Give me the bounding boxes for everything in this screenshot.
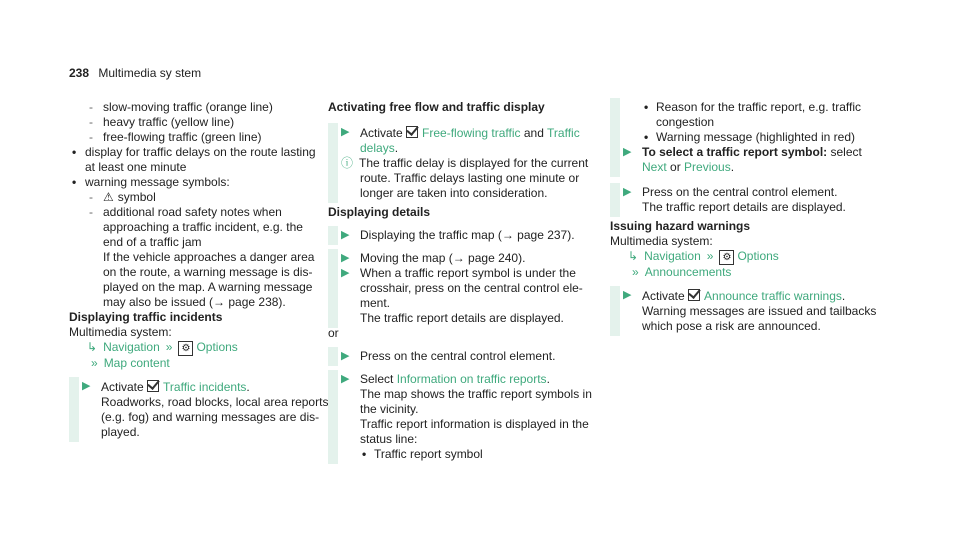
list-item: • Reason for the traffic report, e.g. traffic bbox=[644, 100, 861, 114]
step-arrow-icon: ▶ bbox=[341, 252, 350, 264]
instruction-step: ▶ Activate Traffic incidents. Roadworks, road blocks, local area reports (e.g. fog) and warning messages are dis- played. bbox=[69, 379, 324, 440]
section-title: Multimedia sy stem bbox=[98, 66, 202, 80]
instruction-step: ▶ When a traffic report symbol is under the crosshair, press on the central control ele- ment. The traffic report details are displayed. bbox=[328, 266, 583, 326]
instruction-step: • Reason for the traffic report, e.g. traffic congestion • Warning message (highlighted in red) bbox=[610, 100, 865, 145]
path-label: Multimedia system: bbox=[69, 325, 172, 339]
or-label: or bbox=[328, 326, 339, 340]
step-arrow-icon: ▶ bbox=[623, 289, 632, 301]
menu-next[interactable]: Next bbox=[642, 160, 667, 174]
menu-navigation[interactable]: Navigation bbox=[103, 340, 160, 354]
menu-options[interactable]: Options bbox=[196, 340, 238, 354]
chevron-right-icon: » bbox=[632, 265, 639, 279]
instruction-step: ▶ To select a traffic report symbol: select Next or Previous. bbox=[610, 145, 865, 175]
menu-navigation[interactable]: Navigation bbox=[644, 249, 701, 263]
path-label: Multimedia system: bbox=[610, 234, 713, 248]
instruction-step: ▶ Press on the central control element. The traffic report details are displayed. bbox=[610, 185, 865, 215]
step-arrow-icon: ▶ bbox=[341, 126, 350, 138]
menu-previous[interactable]: Previous bbox=[684, 160, 731, 174]
path-arrow-icon: ↳ bbox=[87, 340, 98, 354]
step-arrow-icon: ▶ bbox=[623, 186, 632, 198]
instruction-step: ▶ Select Information on traffic reports. The map shows the traffic report symbols in the vicinity. Traffic report information is displayed in the status line: • Traffic report symbol bbox=[328, 372, 583, 462]
section-heading: Activating free flow and traffic display bbox=[328, 100, 545, 114]
menu-traffic-incidents[interactable]: Traffic incidents bbox=[163, 380, 247, 394]
chevron-right-icon: » bbox=[91, 356, 98, 370]
column-3 bbox=[610, 100, 877, 334]
column-2 bbox=[328, 100, 592, 462]
menu-free-flowing-traffic[interactable]: Free-flowing traffic bbox=[422, 126, 521, 140]
menu-announcements[interactable]: Announcements bbox=[644, 265, 732, 279]
path-arrow-icon: ↳ bbox=[628, 249, 639, 263]
page-header bbox=[69, 66, 201, 81]
menu-map-content[interactable]: Map content bbox=[103, 356, 170, 370]
section-heading: Displaying traffic incidents bbox=[69, 310, 223, 324]
list-item: • display for traffic delays on the route lasting bbox=[72, 145, 316, 159]
instruction-step: ▶ Moving the map (→ page 240). bbox=[328, 251, 583, 266]
checkbox-icon bbox=[688, 289, 700, 301]
menu-announce-traffic-warnings[interactable]: Announce traffic warnings bbox=[704, 289, 842, 303]
step-arrow-icon: ▶ bbox=[341, 229, 350, 241]
gear-icon: ⚙ bbox=[719, 250, 734, 265]
list-item: • Traffic report symbol bbox=[362, 447, 483, 461]
instruction-step: ▶ Activate Free-flowing traffic and Traffic delays. ⓘ The traffic delay is displayed for the current route. Traffic delays lasting one minute or longer are taken into consideration. bbox=[328, 125, 583, 201]
menu-path bbox=[69, 340, 324, 356]
chevron-right-icon: » bbox=[706, 249, 714, 263]
menu-traffic-delays[interactable]: Traffic bbox=[547, 126, 580, 140]
menu-options[interactable]: Options bbox=[737, 249, 779, 263]
column-1: - slow-moving traffic (orange line) - heavy traffic (yellow line) - free-flowing traffic (green line) • display for traffic delays on the route lasting at least one minute • warning message symbols: - ⚠ symbol - additional road safety notes when approaching a traffic incident, e.g. the end of a traffic jam If the vehicle approaches a danger area on the route, a warning message is dis- played on the map. A warning message may also be issued (→ page 238). Displaying traffic incidents Multimedia system: ↳ Navigation » ⚙ Options » Map content ▶ Activate Traffic incidents. Roadworks, road blocks, local area reports (e.g. fog) and warning messages are dis- played. bbox=[69, 100, 324, 440]
chevron-right-icon: » bbox=[165, 340, 173, 354]
step-arrow-icon: ▶ bbox=[82, 380, 91, 392]
step-arrow-icon: ▶ bbox=[341, 350, 350, 362]
paragraph: If the vehicle approaches a danger area bbox=[103, 250, 315, 264]
page-number: 238 bbox=[69, 66, 90, 80]
section-heading: Issuing hazard warnings bbox=[610, 219, 751, 233]
list-item: - slow-moving traffic (orange line) bbox=[89, 100, 273, 114]
section-heading: Displaying details bbox=[328, 205, 431, 219]
info-icon: ⓘ bbox=[341, 156, 354, 170]
warning-triangle-icon: ⚠ bbox=[103, 190, 114, 204]
instruction-step: ▶ Displaying the traffic map (→ page 237). bbox=[328, 228, 583, 243]
list-item: - free-flowing traffic (green line) bbox=[89, 130, 262, 144]
instruction-step: ▶ Press on the central control element. bbox=[328, 349, 583, 364]
menu-information-on-traffic-reports[interactable]: Information on traffic reports bbox=[396, 372, 547, 386]
checkbox-icon bbox=[147, 380, 159, 392]
step-arrow-icon: ▶ bbox=[341, 267, 350, 279]
checkbox-icon bbox=[406, 126, 418, 138]
step-arrow-icon: ▶ bbox=[341, 373, 350, 385]
list-item: • Warning message (highlighted in red) bbox=[644, 130, 855, 144]
menu-path bbox=[610, 249, 865, 265]
list-item: - ⚠ symbol bbox=[89, 190, 156, 204]
step-arrow-icon: ▶ bbox=[623, 146, 632, 158]
list-item: - heavy traffic (yellow line) bbox=[89, 115, 235, 129]
list-item: - additional road safety notes when bbox=[89, 205, 282, 219]
instruction-step: ▶ Activate Announce traffic warnings. Warning messages are issued and tailbacks which pose a risk are announced. bbox=[610, 288, 865, 334]
gear-icon: ⚙ bbox=[178, 341, 193, 356]
list-item: • warning message symbols: bbox=[72, 175, 230, 189]
